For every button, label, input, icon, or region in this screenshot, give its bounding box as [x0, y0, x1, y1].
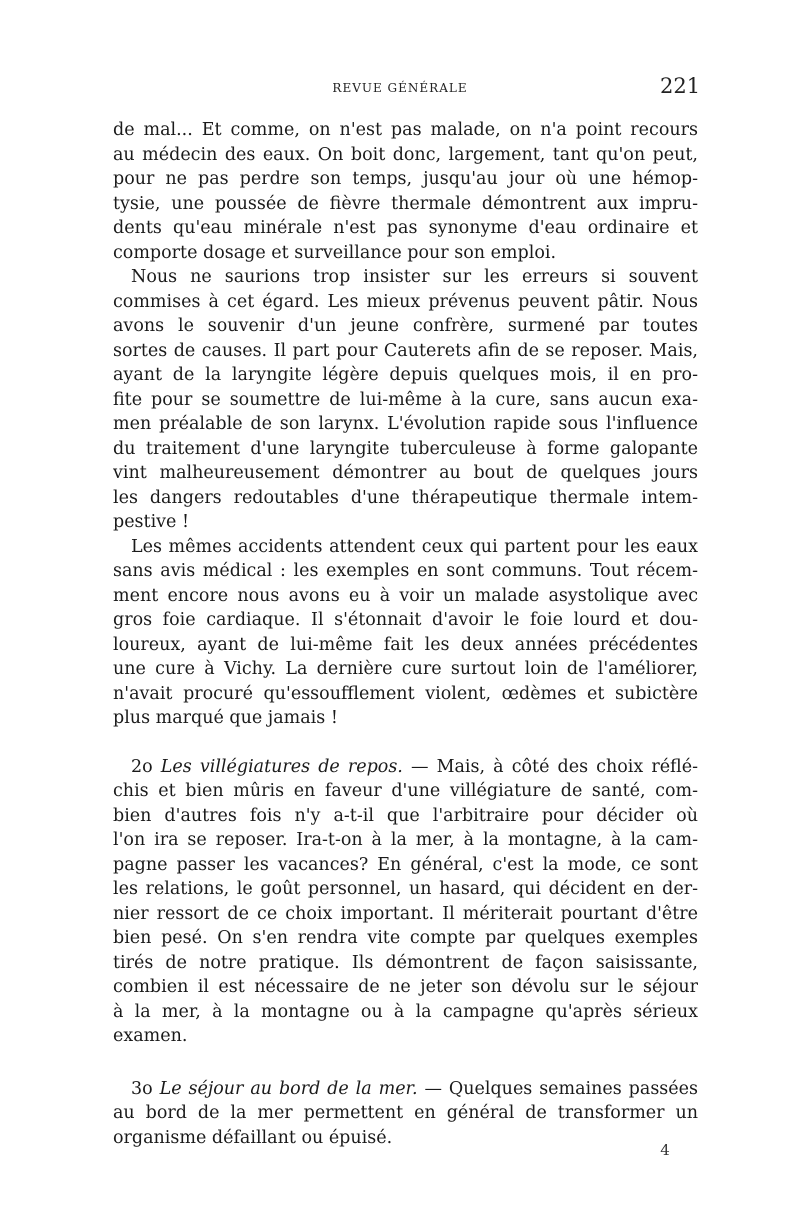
- section-2-title: Les villégiatures de repos.: [160, 756, 403, 777]
- section-3-lines: [113, 1101, 698, 1150]
- text-line: dents qu'eau minérale n'est pas synonyme d'eau ordinaire et: [113, 218, 698, 238]
- text-line: ayant de la laryngite légère depuis quelques mois, il en pro-: [113, 365, 698, 385]
- text-line: pestive !: [113, 512, 190, 532]
- text-line: les relations, le goût personnel, un hasard, qui décident en der-: [113, 879, 698, 899]
- text-line: à la mer, à la montagne ou à la campagne qu'après sérieux: [113, 1001, 698, 1022]
- text-line: bien pesé. On s'en rendra vite compte par quelques exemples: [113, 928, 698, 948]
- text-line: commises à cet égard. Les mieux prévenus peuvent pâtir. Nous: [113, 291, 698, 312]
- text-line: de mal... Et comme, on n'est pas malade, on n'a point recours: [113, 120, 698, 140]
- section-3-first-line-rest: — Quelques semaines passées: [417, 1078, 698, 1099]
- text-line: l'on ira se reposer. Ira-t-on à la mer, à la montagne, à la cam-: [113, 830, 698, 850]
- section-3-title: Le séjour au bord de la mer.: [159, 1078, 418, 1099]
- paragraph: [113, 118, 698, 265]
- text-line: avons le souvenir d'un jeune confrère, surmené par toutes: [113, 316, 698, 336]
- page-number: 221: [660, 74, 701, 98]
- section-2-heading-line: [113, 755, 698, 780]
- text-line: au bord de la mer permettent en général de transformer un: [113, 1103, 698, 1123]
- section-3: [113, 1077, 698, 1151]
- text-line: Nous ne saurions trop insister sur les erreurs si souvent: [131, 267, 698, 287]
- paragraph: [113, 535, 698, 731]
- text-line: organisme défaillant ou épuisé.: [113, 1127, 393, 1148]
- text-line: tysie, une poussée de fièvre thermale démontrent aux impru-: [113, 193, 698, 214]
- text-line: gros foie cardiaque. Il s'étonnait d'avoir le foie lourd et dou-: [113, 610, 698, 630]
- text-line: du traitement d'une laryngite tuberculeuse à forme galopante: [113, 438, 698, 459]
- section-2: [113, 755, 698, 1049]
- text-line: combien il est nécessaire de ne jeter son dévolu sur le séjour: [113, 977, 698, 997]
- section-gap: [113, 731, 698, 755]
- text-line: une cure à Vichy. La dernière cure surtout loin de l'améliorer,: [113, 659, 698, 679]
- section-3-number: 3o: [131, 1078, 153, 1099]
- section-3-heading-line: [113, 1077, 698, 1102]
- text-line: au médecin des eaux. On boit donc, largement, tant qu'on peut,: [113, 144, 698, 165]
- section-2-number: 2o: [131, 756, 153, 777]
- text-line: ment encore nous avons eu à voir un malade asystolique avec: [113, 585, 698, 606]
- text-line: pour ne pas perdre son temps, jusqu'au jour où une hémop-: [113, 169, 698, 189]
- text-line: sortes de causes. Il part pour Cauterets afin de se reposer. Mais,: [113, 340, 698, 361]
- text-line: comporte dosage et surveillance pour son emploi.: [113, 242, 557, 263]
- text-line: loureux, ayant de lui-même fait les deux années précédentes: [113, 634, 698, 655]
- text-line: plus marqué que jamais !: [113, 708, 338, 728]
- text-line: les dangers redoutables d'une thérapeutique thermale intem-: [113, 487, 698, 508]
- paragraphs: [113, 118, 698, 731]
- text-line: bien d'autres fois n'y a-t-il que l'arbitraire pour décider où: [113, 805, 698, 826]
- text-line: vint malheureusement démontrer au bout de quelques jours: [113, 463, 698, 483]
- text-line: sans avis médical : les exemples en sont communs. Tout récem-: [113, 561, 698, 581]
- paragraph: [113, 265, 698, 535]
- text-line: men préalable de son larynx. L'évolution rapide sous l'influence: [113, 414, 698, 434]
- section-gap: [113, 1049, 698, 1077]
- section-2-first-line-rest: — Mais, à côté des choix réflé-: [402, 756, 698, 777]
- text-line: n'avait procuré qu'essoufflement violent, œdèmes et subictère: [113, 683, 698, 704]
- text-line: tirés de notre pratique. Ils démontrent de façon saisissante,: [113, 952, 698, 973]
- signature-mark: 4: [660, 1141, 670, 1159]
- text-line: pagne passer les vacances? En général, c'est la mode, ce sont: [113, 854, 698, 875]
- running-title: REVUE GÉNÉRALE: [332, 81, 468, 95]
- text-line: fite pour se soumettre de lui-même à la cure, sans aucun exa-: [113, 389, 698, 410]
- text-line: nier ressort de ce choix important. Il mériterait pourtant d'être: [113, 903, 698, 924]
- body-text: [113, 118, 698, 1150]
- text-line: examen.: [113, 1026, 188, 1046]
- text-line: Les mêmes accidents attendent ceux qui partent pour les eaux: [131, 536, 698, 557]
- text-line: chis et bien mûris en faveur d'une villégiature de santé, com-: [113, 781, 698, 801]
- section-2-lines: [113, 779, 698, 1049]
